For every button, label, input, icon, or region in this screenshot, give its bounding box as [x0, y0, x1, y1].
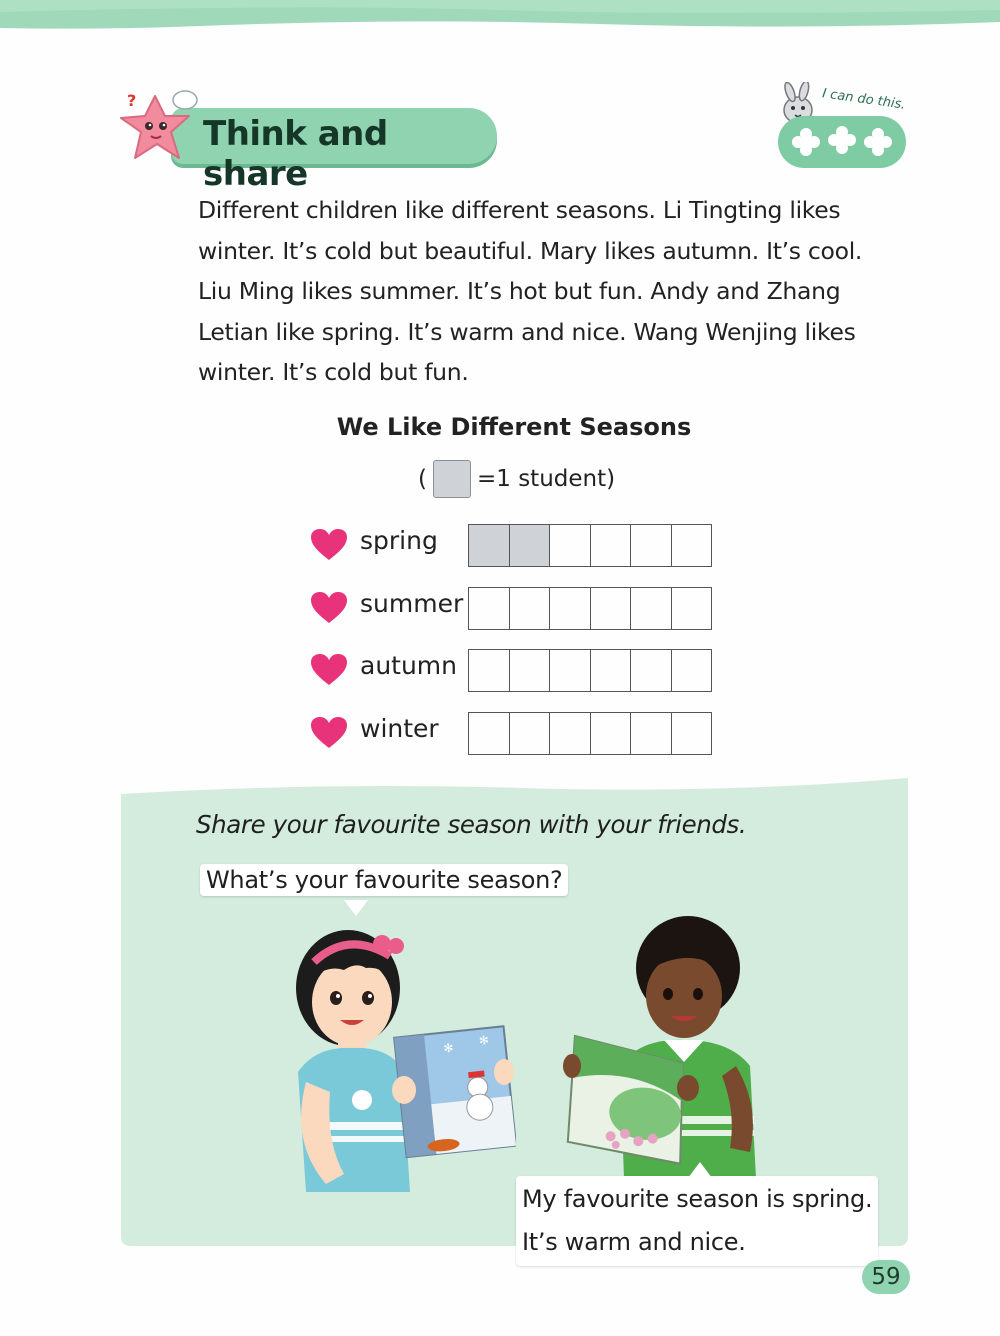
passage-line: winter. It’s cold but fun. — [198, 358, 469, 387]
empty-box[interactable] — [631, 713, 672, 754]
empty-box[interactable] — [550, 588, 591, 629]
question-bubble-tail — [344, 900, 368, 916]
season-row-summer — [310, 587, 730, 629]
heart-icon — [310, 653, 348, 687]
svg-text:✻: ✻ — [442, 1040, 455, 1056]
season-row-winter — [310, 712, 730, 754]
top-decorative-band — [0, 0, 1000, 34]
season-label: spring — [360, 526, 438, 555]
empty-box[interactable] — [672, 713, 713, 754]
legend-open-paren: ( — [418, 466, 427, 492]
season-label: winter — [360, 714, 439, 743]
reading-passage — [198, 190, 888, 393]
girl-with-winter-picture-illustration — [286, 922, 516, 1212]
empty-box[interactable] — [469, 650, 510, 691]
season-label: autumn — [360, 651, 458, 680]
empty-box[interactable] — [672, 525, 713, 566]
heart-icon — [310, 716, 348, 750]
answer-speech-bubble — [516, 1176, 878, 1266]
empty-box[interactable] — [672, 588, 713, 629]
empty-box[interactable] — [469, 588, 510, 629]
flower-rating-icons — [778, 116, 906, 168]
passage-line: Letian like spring. It’s warm and nice. Wang Wenjing likes — [198, 317, 856, 346]
question-speech-bubble — [200, 864, 568, 896]
badge-label: I can do this. — [821, 86, 907, 113]
season-row-autumn — [310, 649, 730, 691]
tally-boxes[interactable] — [468, 712, 712, 755]
answer-line-1: My favourite season is spring. — [522, 1185, 873, 1213]
filled-box[interactable] — [510, 525, 551, 566]
season-row-spring — [310, 524, 730, 566]
legend-box-icon — [433, 460, 471, 498]
tally-boxes[interactable] — [468, 524, 712, 567]
page-number: 59 — [862, 1260, 910, 1294]
empty-box[interactable] — [672, 650, 713, 691]
passage-line: winter. It’s cold but beautiful. Mary likes autumn. It’s cool. — [198, 236, 863, 265]
chart-legend — [418, 458, 615, 500]
heart-icon — [310, 591, 348, 625]
empty-box[interactable] — [550, 525, 591, 566]
empty-box[interactable] — [631, 525, 672, 566]
star-mascot-icon — [115, 84, 205, 174]
passage-line: Different children like different seasons. Li Tingting likes — [198, 196, 841, 224]
empty-box[interactable] — [631, 588, 672, 629]
svg-text:✻: ✻ — [478, 1032, 490, 1048]
empty-box[interactable] — [591, 713, 632, 754]
tally-boxes[interactable] — [468, 649, 712, 692]
share-instruction: Share your favourite season with your friends. — [196, 810, 747, 839]
chart-title: We Like Different Seasons — [336, 413, 692, 441]
empty-box[interactable] — [510, 713, 551, 754]
section-title: Think and share — [203, 114, 388, 194]
empty-box[interactable] — [510, 588, 551, 629]
answer-line-2: It’s warm and nice. — [522, 1228, 746, 1256]
empty-box[interactable] — [631, 650, 672, 691]
question-text: What’s your favourite season? — [206, 866, 563, 894]
tally-boxes[interactable] — [468, 587, 712, 630]
badge-pill — [778, 116, 906, 168]
filled-box[interactable] — [469, 525, 510, 566]
season-label: summer — [360, 589, 464, 618]
legend-text: =1 student) — [476, 466, 616, 492]
empty-box[interactable] — [591, 650, 632, 691]
empty-box[interactable] — [591, 525, 632, 566]
empty-box[interactable] — [550, 713, 591, 754]
empty-box[interactable] — [591, 588, 632, 629]
heart-icon — [310, 528, 348, 562]
i-can-do-this-badge — [776, 82, 910, 172]
boy-with-spring-picture-illustration — [560, 916, 770, 1178]
svg-text:?: ? — [127, 91, 137, 110]
section-header — [115, 84, 495, 194]
empty-box[interactable] — [550, 650, 591, 691]
empty-box[interactable] — [469, 713, 510, 754]
empty-box[interactable] — [510, 650, 551, 691]
passage-line: Liu Ming likes summer. It’s hot but fun. Andy and Zhang — [198, 277, 841, 306]
